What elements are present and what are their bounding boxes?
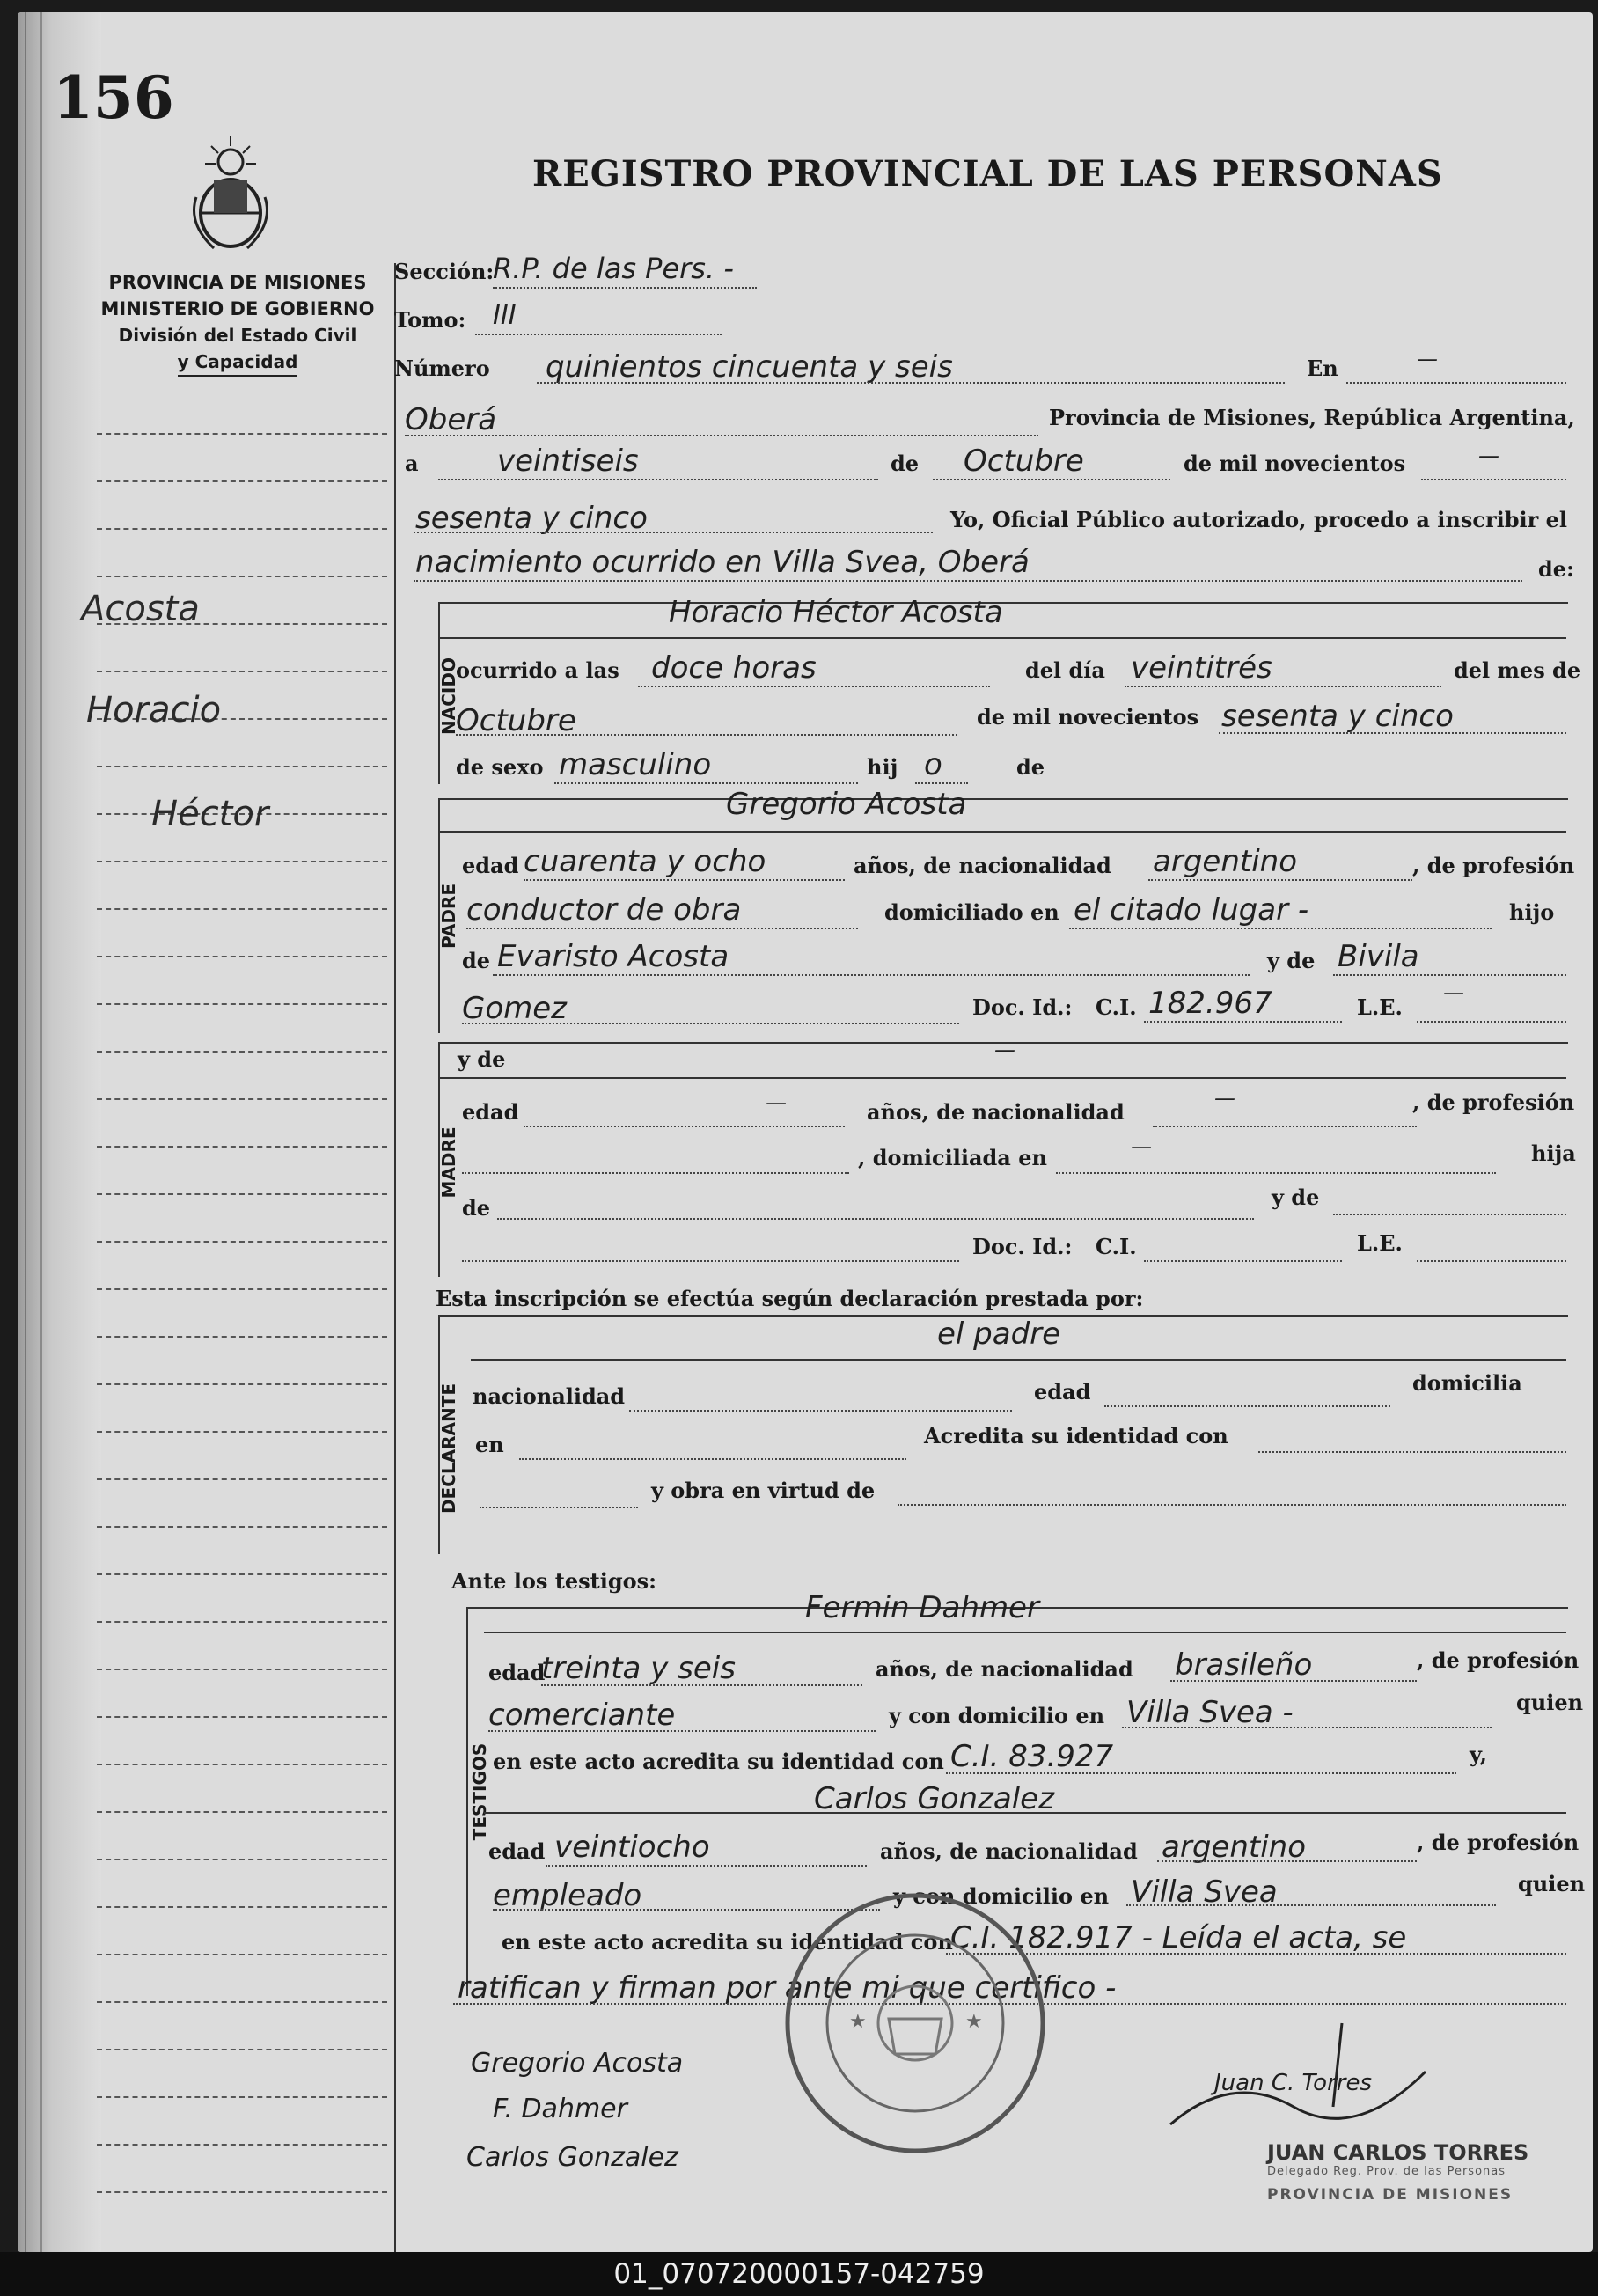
madre-nacionalidad-line xyxy=(1153,1126,1417,1127)
seccion-label: Sección: xyxy=(394,259,495,284)
testigo1-quien-label: quien xyxy=(1516,1690,1584,1715)
testigo1-anos-label: años, de nacionalidad xyxy=(876,1656,1133,1682)
testigo2-edad-line xyxy=(546,1865,867,1867)
margin-rule-line xyxy=(97,1003,387,1005)
margin-rule-line xyxy=(97,2096,387,2098)
declarante-edad-line xyxy=(1104,1405,1390,1407)
padre-doc-label: Doc. Id.: xyxy=(972,994,1073,1020)
madre-doc-label: Doc. Id.: xyxy=(972,1234,1073,1259)
margin-rule-line xyxy=(97,1193,387,1195)
en-value: — xyxy=(1417,347,1438,371)
declarante-intro: Esta inscripción se efectúa según declaración prestada por: xyxy=(436,1286,1144,1311)
testigo1-doc-line xyxy=(946,1772,1456,1774)
hij-label: hij xyxy=(867,754,898,780)
madre-y-de2-line xyxy=(1333,1214,1566,1215)
nacido-anio: sesenta y cinco xyxy=(1221,699,1454,734)
margin-rule-line xyxy=(97,1098,387,1100)
declarante-nacionalidad-label: nacionalidad xyxy=(473,1383,626,1409)
margin-rule-line xyxy=(97,1478,387,1480)
testigo1-domicilio-label: y con domicilio en xyxy=(889,1703,1105,1728)
margin-rule-line xyxy=(97,1669,387,1670)
abuela-line xyxy=(1333,974,1566,976)
numero-line xyxy=(537,382,1285,384)
madre-edad-line xyxy=(524,1126,845,1127)
padre-profesion-line xyxy=(466,928,858,929)
coat-of-arms-icon xyxy=(179,127,282,259)
testigo2-nacionalidad-line xyxy=(1157,1860,1417,1862)
tomo-label: Tomo: xyxy=(394,307,466,333)
sexo-value: masculino xyxy=(559,747,712,782)
margin-rule-line xyxy=(97,2001,387,2003)
margin-rule-line xyxy=(97,1859,387,1860)
testigo2-quien-label: quien xyxy=(1518,1871,1586,1896)
madre-profesion-line xyxy=(462,1172,849,1174)
testigo2-nombre: Carlos Gonzalez xyxy=(814,1781,1054,1816)
testigo2-domicilio: Villa Svea xyxy=(1131,1874,1278,1910)
acto-line xyxy=(414,580,1522,582)
tomo-value: III xyxy=(493,300,517,331)
padre-ci-line xyxy=(1144,1021,1342,1023)
abuelo-nombre: Evaristo Acosta xyxy=(497,939,729,974)
official-name: JUAN CARLOS TORRES xyxy=(1267,2140,1529,2165)
abuela-nombre: Bivila xyxy=(1338,939,1419,974)
margin-rule-line xyxy=(97,1811,387,1813)
madre-de-line xyxy=(497,1218,1254,1220)
testigo2-line xyxy=(484,1812,1566,1814)
declarante-acredita-label: Acredita su identidad con xyxy=(924,1423,1228,1449)
del-dia-label: del día xyxy=(1025,657,1105,683)
madre-name-line xyxy=(438,1077,1566,1079)
madre-y-de2-label: y de xyxy=(1272,1185,1320,1210)
margin-rule-line xyxy=(97,1716,387,1718)
abuela-apellido-line xyxy=(462,1023,959,1024)
madre-edad-label: edad xyxy=(462,1099,519,1125)
madre-le-line xyxy=(1417,1260,1566,1262)
margin-rule-line xyxy=(97,1146,387,1148)
testigo1-domicilio: Villa Svea - xyxy=(1126,1695,1294,1730)
madre-ci-label: C.I. xyxy=(1096,1234,1137,1259)
margin-rule-line xyxy=(97,576,387,577)
margin-rule-line xyxy=(97,1621,387,1623)
padre-ci-label: C.I. xyxy=(1096,994,1137,1020)
margin-rule-line xyxy=(97,1573,387,1575)
declarante-obra-pre-line xyxy=(480,1507,638,1508)
padre-edad-line xyxy=(524,879,845,881)
padre-le-label: L.E. xyxy=(1357,994,1403,1020)
testigo2-doc: C.I. 182.917 - Leída el acta, se xyxy=(950,1920,1407,1955)
testigo1-acredita-label: en este acto acredita su identidad con xyxy=(493,1749,944,1774)
declarante-en-line xyxy=(519,1458,906,1460)
testigo2-edad: veintiocho xyxy=(554,1830,710,1865)
scan-id-footer: 01_070720000157-042759 xyxy=(0,2252,1598,2296)
testigo1-nacionalidad-line xyxy=(1170,1680,1417,1682)
abuela-apellido: Gomez xyxy=(462,991,568,1026)
madre-ci-line xyxy=(1144,1260,1342,1262)
declarante-line xyxy=(471,1359,1566,1361)
margin-rule-line xyxy=(97,1241,387,1243)
margin-rule-line xyxy=(97,1383,387,1385)
madre-nacionalidad: — xyxy=(1214,1086,1235,1111)
signature-padre: Gregorio Acosta xyxy=(471,2048,684,2079)
sexo-line xyxy=(554,782,858,784)
signature-flourish-icon xyxy=(1162,2010,1443,2142)
mes-value: Octubre xyxy=(964,444,1084,479)
madre-doc-line xyxy=(462,1260,959,1262)
padre-domicilio-label: domiciliado en xyxy=(884,899,1059,925)
de-label: de xyxy=(891,451,920,476)
madre-domicilio-label: , domiciliada en xyxy=(858,1145,1047,1170)
declarante-quien: el padre xyxy=(937,1317,1061,1352)
nacido-mes: Octubre xyxy=(456,703,576,738)
madre-de-label: de xyxy=(462,1195,491,1221)
padre-profesion: conductor de obra xyxy=(466,892,742,928)
testigo2-anos-label: años, de nacionalidad xyxy=(880,1838,1138,1864)
tomo-line xyxy=(475,334,722,335)
testigo1-nombre: Fermin Dahmer xyxy=(805,1590,1039,1625)
padre-anos-label: años, de nacionalidad xyxy=(854,853,1111,878)
margin-rule-line xyxy=(97,1526,387,1528)
declarante-edad-label: edad xyxy=(1034,1379,1091,1405)
del-mes-label: del mes de xyxy=(1454,657,1581,683)
margin-rule-line xyxy=(97,1051,387,1053)
madre-hija-label: hija xyxy=(1531,1141,1576,1166)
testigo2-edad-label: edad xyxy=(488,1838,546,1864)
madre-domicilio: — xyxy=(1131,1134,1152,1159)
signature-testigo1: F. Dahmer xyxy=(493,2094,627,2124)
nacido-mil-label: de mil novecientos xyxy=(977,704,1199,730)
dia-value: veintiseis xyxy=(497,444,639,479)
anio-value: sesenta y cinco xyxy=(415,501,648,536)
madre-profesion-label: , de profesión xyxy=(1412,1089,1575,1115)
official-title: Delegado Reg. Prov. de las Personas xyxy=(1267,2165,1506,2178)
margin-rule-line xyxy=(97,671,387,672)
margin-rule-line xyxy=(97,908,387,910)
mes-line xyxy=(933,479,1170,480)
margin-rule-line xyxy=(97,2049,387,2050)
mil-label: de mil novecientos xyxy=(1184,451,1406,476)
declarante-en-label: en xyxy=(475,1432,504,1457)
register-page xyxy=(18,12,1593,2252)
nacido-anio-line xyxy=(1219,732,1566,734)
lugar-value: Oberá xyxy=(405,402,497,437)
mil-line xyxy=(1421,479,1566,480)
madre-le-label: L.E. xyxy=(1357,1230,1403,1256)
margin-first-name: Horacio xyxy=(86,690,222,730)
seccion-line xyxy=(493,287,757,289)
padre-de-label: de xyxy=(462,948,491,973)
testigo1-nacionalidad: brasileño xyxy=(1175,1647,1313,1683)
declarante-section-label: DECLARANTE xyxy=(438,1383,459,1515)
madre-y-de-label: y de xyxy=(458,1046,506,1072)
en-label: En xyxy=(1307,356,1338,381)
testigos-intro: Ante los testigos: xyxy=(451,1568,657,1594)
page-number: 156 xyxy=(53,63,174,132)
ministry-header xyxy=(79,269,396,377)
testigo2-profesion-label: , de profesión xyxy=(1417,1830,1580,1855)
padre-edad: cuarenta y ocho xyxy=(524,844,766,879)
padre-le: — xyxy=(1443,980,1464,1005)
margin-rule-line xyxy=(97,528,387,530)
hora-line xyxy=(638,686,990,687)
padre-domicilio: el citado lugar - xyxy=(1074,892,1309,928)
ocurrido-label: ocurrido a las xyxy=(456,657,619,683)
document-title: REGISTRO PROVINCIAL DE LAS PERSONAS xyxy=(532,153,1443,194)
testigo1-profesion-label: , de profesión xyxy=(1417,1647,1580,1673)
numero-value: quinientos cincuenta y seis xyxy=(546,349,953,385)
sexo-label: de sexo xyxy=(456,754,544,780)
de-colon-label: de: xyxy=(1538,556,1574,582)
testigo2-profesion: empleado xyxy=(493,1878,642,1913)
nacido-name-line xyxy=(438,637,1566,639)
mil-dash: — xyxy=(1478,444,1499,468)
margin-rule-line xyxy=(97,2144,387,2146)
margin-rule-line xyxy=(97,1431,387,1433)
padre-name-line xyxy=(438,831,1566,833)
padre-ci: 182.967 xyxy=(1148,986,1272,1021)
ministry-line: PROVINCIA DE MISIONES xyxy=(108,272,367,293)
madre-edad: — xyxy=(766,1090,787,1115)
padre-edad-label: edad xyxy=(462,853,519,878)
declarante-acredita-line xyxy=(1258,1451,1566,1453)
official-province: PROVINCIA DE MISIONES xyxy=(1267,2186,1514,2204)
margin-middle-name: Héctor xyxy=(151,794,269,834)
testigo1-line xyxy=(484,1632,1566,1633)
padre-hijo-label: hijo xyxy=(1509,899,1555,925)
margin-rule-line xyxy=(97,1906,387,1908)
testigo2-acredita-label: en este acto acredita su identidad con xyxy=(502,1929,953,1955)
testigo1-profesion: comerciante xyxy=(488,1698,676,1733)
testigos-section-label: TESTIGOS xyxy=(469,1742,490,1841)
hora-value: doce horas xyxy=(651,650,817,686)
testigo1-domicilio-line xyxy=(1122,1727,1492,1728)
ministry-line: División del Estado Civil xyxy=(118,325,357,346)
declarante-nacionalidad-line xyxy=(629,1410,1012,1412)
declarante-obra-line xyxy=(898,1504,1566,1506)
margin-rule-line xyxy=(97,1764,387,1765)
margin-rule-line xyxy=(97,1954,387,1955)
numero-label: Número xyxy=(394,356,490,381)
dia-line xyxy=(438,479,878,480)
testigo1-y-label: y, xyxy=(1470,1742,1488,1767)
registry-stamp-icon xyxy=(779,1887,1052,2160)
testigo2-domicilio-label: y con domicilio en xyxy=(893,1883,1110,1909)
hij-line xyxy=(915,782,968,784)
signature-testigo2: Carlos Gonzalez xyxy=(466,2142,678,2173)
nacido-section-label: NACIDO xyxy=(438,657,459,735)
testigo1-profesion-line xyxy=(488,1730,876,1732)
seccion-value: R.P. de las Pers. - xyxy=(493,252,734,285)
margin-rule-line xyxy=(97,1288,387,1290)
en-line xyxy=(1346,382,1566,384)
padre-le-line xyxy=(1417,1021,1566,1023)
padre-profesion-label: , de profesión xyxy=(1412,853,1575,878)
margin-rule-line xyxy=(97,861,387,862)
margin-rule-line xyxy=(97,956,387,957)
nacido-dia: veintitrés xyxy=(1131,650,1272,686)
testigo1-edad-label: edad xyxy=(488,1660,546,1685)
nacido-dia-line xyxy=(1125,686,1441,687)
madre-nombre: — xyxy=(994,1038,1015,1062)
testigos-closing: ratifican y firman por ante mi que certifico - xyxy=(458,1970,1117,2006)
padre-nacionalidad-line xyxy=(1148,879,1412,881)
testigo1-edad-line xyxy=(541,1684,862,1686)
declarante-obra-label: y obra en virtud de xyxy=(651,1478,876,1503)
testigo1-doc: C.I. 83.927 xyxy=(950,1739,1114,1774)
svg-text:★: ★ xyxy=(849,2011,867,2033)
nacido-nombre: Horacio Héctor Acosta xyxy=(669,595,1003,630)
padre-y-de-label: y de xyxy=(1267,948,1316,973)
signature-oficial: Juan C. Torres xyxy=(1214,2070,1373,2096)
margin-rule-line xyxy=(97,766,387,767)
madre-domicilio-line xyxy=(1056,1172,1496,1174)
madre-anos-label: años, de nacionalidad xyxy=(867,1099,1125,1125)
lugar-line xyxy=(405,435,1038,436)
ministry-line: y Capacidad xyxy=(79,348,396,377)
madre-section-label: MADRE xyxy=(438,1126,459,1199)
nacido-mes-line xyxy=(456,734,957,736)
padre-section-label: PADRE xyxy=(438,884,459,949)
provincia-text: Provincia de Misiones, República Argentina, xyxy=(1049,405,1575,430)
testigo2-nacionalidad: argentino xyxy=(1162,1830,1306,1865)
margin-rule-line xyxy=(97,480,387,482)
padre-nombre: Gregorio Acosta xyxy=(726,787,967,822)
testigo1-edad: treinta y seis xyxy=(541,1651,736,1686)
margin-divider xyxy=(394,263,396,2252)
nacido-de-label: de xyxy=(1016,754,1045,780)
oficial-text: Yo, Oficial Público autorizado, procedo a inscribir el xyxy=(950,507,1568,532)
a-label: a xyxy=(405,451,419,476)
padre-nacionalidad: argentino xyxy=(1153,844,1297,879)
margin-rule-line xyxy=(97,2191,387,2193)
margin-rule-line xyxy=(97,433,387,435)
margin-surname: Acosta xyxy=(81,589,200,629)
ministry-line: MINISTERIO DE GOBIERNO xyxy=(100,298,375,319)
declarante-domicilia-label: domicilia xyxy=(1412,1370,1522,1396)
padre-domicilio-line xyxy=(1069,928,1492,929)
abuelo-line xyxy=(493,974,1250,976)
anio-line xyxy=(414,532,933,533)
margin-rule-line xyxy=(97,1336,387,1338)
acto-value: nacimiento ocurrido en Villa Svea, Oberá xyxy=(415,545,1030,580)
hij-suffix: o xyxy=(924,747,942,782)
testigo2-domicilio-line xyxy=(1126,1904,1496,1906)
svg-text:★: ★ xyxy=(965,2011,983,2033)
